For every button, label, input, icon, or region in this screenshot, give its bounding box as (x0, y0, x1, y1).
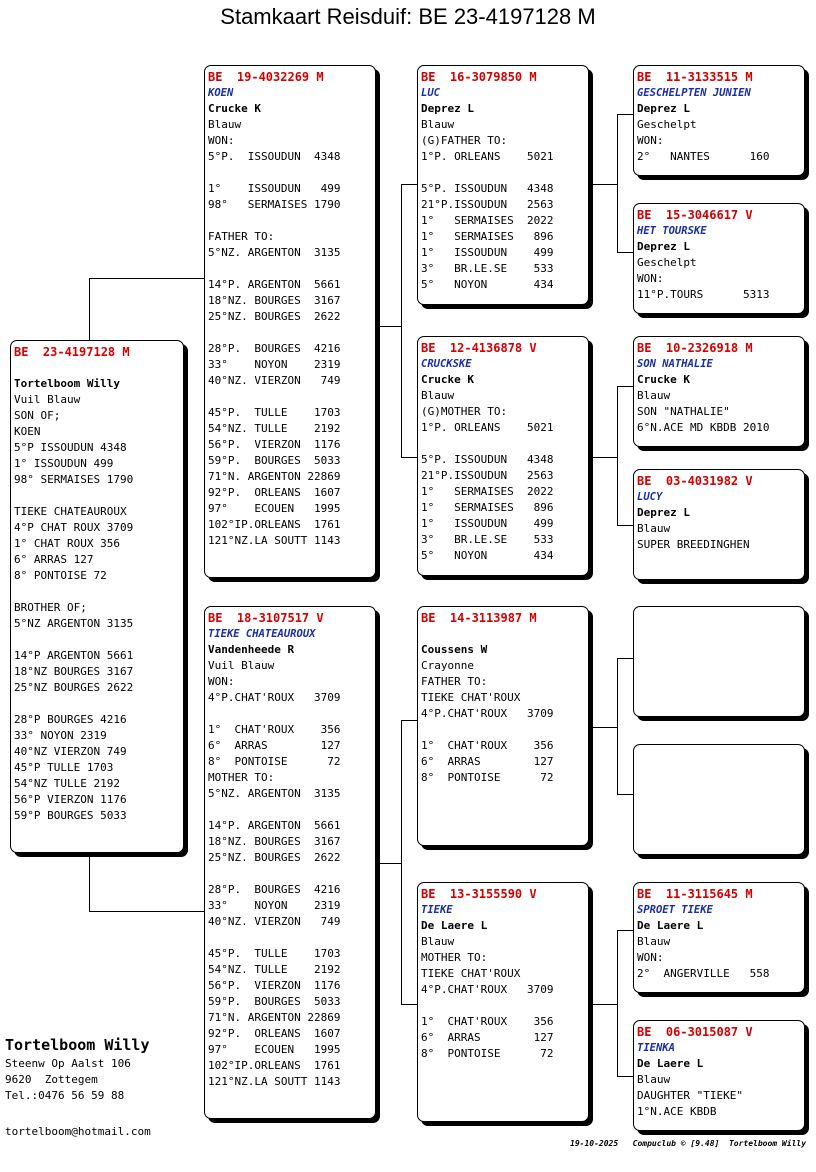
info-line: 21°P.ISSOUDUN 2563 (421, 198, 554, 211)
info-line: 2° ANGERVILLE 558 (637, 967, 770, 980)
info-line: 97° ECOUEN 1995 (208, 1043, 341, 1056)
info-line: WON: (637, 951, 664, 964)
ring-number: BE 03-4031982 V (637, 474, 753, 488)
footer-software: Compuclub © [9.48] Tortelboom Willy (632, 1139, 807, 1148)
info-line: 40°NZ VIERZON 749 (14, 745, 127, 758)
connector-line (591, 457, 617, 458)
info-line: 5°P ISSOUDUN 4348 (14, 441, 127, 454)
info-line: SON OF; (14, 409, 61, 422)
info-line (208, 802, 372, 818)
info-line: 1° CHAT ROUX 356 (14, 537, 120, 550)
info-line (421, 998, 585, 1014)
info-line (208, 866, 372, 882)
info-line: FATHER TO: (208, 230, 275, 243)
info-line: 4°P CHAT ROUX 3709 (14, 521, 134, 534)
info-line: 45°P TULLE 1703 (14, 761, 114, 774)
pigeon-name: SON NATHALIE (637, 358, 713, 370)
info-line (208, 165, 372, 181)
info-line: (G)FATHER TO: (421, 134, 508, 147)
info-line: 3° BR.LE.SE 533 (421, 262, 554, 275)
info-line: 6° ARRAS 127 (208, 739, 341, 752)
info-line: TIEKE CHATEAUROUX (14, 505, 127, 518)
info-line: 1° SERMAISES 896 (421, 501, 554, 514)
owner-name: Crucke K (421, 373, 474, 386)
footer (570, 1139, 806, 1148)
info-line: 102°IP.ORLEANS 1761 (208, 1059, 341, 1072)
info-line: 5°NZ. ARGENTON 3135 (208, 787, 341, 800)
pigeon-name: TIEKE CHATEAUROUX (208, 628, 316, 640)
pigeon-card-ff-mother[interactable] (633, 203, 805, 314)
info-line: 59°P BOURGES 5033 (14, 809, 127, 822)
pigeon-card-fm-mother[interactable] (633, 469, 805, 580)
owner-name: Deprez L (637, 506, 690, 519)
info-line: 1°P. ORLEANS 5021 (421, 421, 554, 434)
ring-number (637, 748, 801, 764)
info-line: 4°P.CHAT'ROUX 3709 (208, 691, 341, 704)
connector-line (591, 727, 617, 728)
info-line: DAUGHTER "TIEKE" (637, 1089, 743, 1102)
info-line: SON "NATHALIE" (637, 405, 730, 418)
info-line: 92°P. ORLEANS 1607 (208, 486, 341, 499)
ring-number (637, 610, 801, 626)
info-line: 1° CHAT'ROUX 356 (421, 1015, 554, 1028)
info-line: 8° PONTOISE 72 (14, 569, 107, 582)
pigeon-name: GESCHELPTEN JUNIEN (637, 87, 751, 99)
info-line: 1° CHAT'ROUX 356 (421, 739, 554, 752)
connector-line (617, 658, 633, 659)
info-line: 1°N.ACE KBDB (637, 1105, 717, 1118)
ring-number: BE 11-3115645 M (637, 887, 753, 901)
info-line: WON: (637, 134, 664, 147)
pigeon-name: KOEN (208, 87, 234, 99)
info-line: Geschelpt (637, 118, 697, 131)
ring-number: BE 14-3113987 M (421, 611, 537, 625)
connector-line (401, 720, 417, 721)
info-line: 40°NZ. VIERZON 749 (208, 374, 341, 387)
info-line: 8° PONTOISE 72 (421, 771, 554, 784)
info-line: (G)MOTHER TO: (421, 405, 508, 418)
info-line: 33° NOYON 2319 (208, 899, 341, 912)
info-line: 2° NANTES 160 (637, 150, 770, 163)
ring-number: BE 23-4197128 M (14, 345, 130, 359)
info-line: 5°P. ISSOUDUN 4348 (208, 150, 341, 163)
connector-line (617, 658, 618, 795)
info-line: 121°NZ.LA SOUTT 1143 (208, 534, 341, 547)
info-line: MOTHER TO: (208, 771, 275, 784)
connector-line (401, 720, 402, 1005)
info-line: Blauw (208, 118, 242, 131)
connector-line (591, 184, 617, 185)
info-line: TIEKE CHAT'ROUX (421, 691, 521, 704)
ring-number: BE 16-3079850 M (421, 70, 537, 84)
info-line: 18°NZ. BOURGES 3167 (208, 835, 341, 848)
footer-date: 19-10-2025 (570, 1139, 619, 1148)
info-line: 102°IP.ORLEANS 1761 (208, 518, 341, 531)
info-line: 5°P. ISSOUDUN 4348 (421, 182, 554, 195)
connector-line (401, 184, 417, 185)
info-line: 8° PONTOISE 72 (421, 1047, 554, 1060)
info-line: 56°P VIERZON 1176 (14, 793, 127, 806)
owner-name: De Laere L (637, 919, 704, 932)
info-line (208, 325, 372, 341)
pigeon-name: SPROET TIEKE (637, 904, 713, 916)
info-line (208, 930, 372, 946)
info-line: 6°N.ACE MD KBDB 2010 (637, 421, 770, 434)
info-line: 1° SERMAISES 896 (421, 230, 554, 243)
pigeon-name (637, 764, 801, 780)
pigeon-card-mother[interactable] (204, 606, 376, 1119)
info-line: 33° NOYON 2319 (208, 358, 341, 371)
info-line (208, 706, 372, 722)
info-line: Vuil Blauw (14, 393, 81, 406)
breeder-address-line1: Steenw Op Aalst 106 (5, 1057, 131, 1070)
info-line: 71°N. ARGENTON 22869 (208, 1011, 341, 1024)
connector-line (89, 278, 204, 279)
info-line: 1°P. ORLEANS 5021 (421, 150, 554, 163)
info-line: 5°P. ISSOUDUN 4348 (421, 453, 554, 466)
connector-line (89, 911, 204, 912)
pigeon-card-ff-father[interactable] (633, 65, 805, 176)
info-line: 18°NZ BOURGES 3167 (14, 665, 134, 678)
ring-number: BE 11-3133515 M (637, 70, 753, 84)
info-line: 1° ISSOUDUN 499 (421, 517, 554, 530)
info-line: Blauw (637, 389, 671, 402)
info-line: 21°P.ISSOUDUN 2563 (421, 469, 554, 482)
connector-line (617, 1076, 633, 1077)
connector-line (379, 863, 401, 864)
connector-line (617, 386, 618, 526)
info-line (14, 488, 180, 504)
pigeon-card-fm-father[interactable] (633, 336, 805, 447)
connector-line (617, 525, 633, 526)
info-line: 28°P. BOURGES 4216 (208, 342, 341, 355)
breeder-phone: Tel.:0476 56 59 88 (5, 1089, 125, 1102)
info-line: Blauw (637, 522, 671, 535)
info-line (208, 213, 372, 229)
info-line: 5° NOYON 434 (421, 278, 554, 291)
info-line: FATHER TO: (421, 675, 488, 688)
info-line: 1° ISSOUDUN 499 (208, 182, 341, 195)
ring-number: BE 12-4136878 V (421, 341, 537, 355)
pigeon-card-father-father[interactable] (417, 65, 589, 305)
pigeon-card-father-mother[interactable] (417, 336, 589, 576)
connector-line (617, 114, 618, 253)
ring-number: BE 10-2326918 M (637, 341, 753, 355)
info-line: 56°P. VIERZON 1176 (208, 438, 341, 451)
info-line: 5° NOYON 434 (421, 549, 554, 562)
info-line: WON: (208, 134, 235, 147)
connector-line (89, 853, 90, 912)
info-line: 121°NZ.LA SOUTT 1143 (208, 1075, 341, 1088)
info-line: 45°P. TULLE 1703 (208, 406, 341, 419)
breeder-name: Tortelboom Willy (5, 1036, 150, 1054)
info-line (208, 261, 372, 277)
connector-line (89, 278, 90, 340)
info-line: 25°NZ. BOURGES 2622 (208, 851, 341, 864)
owner-name: Coussens W (421, 643, 488, 656)
owner-name: De Laere L (637, 1057, 704, 1070)
pigeon-name: LUC (421, 87, 440, 99)
owner-name: De Laere L (421, 919, 488, 932)
info-line: 54°NZ. TULLE 2192 (208, 422, 341, 435)
info-line (421, 722, 585, 738)
ring-number: BE 06-3015087 V (637, 1025, 753, 1039)
connector-line (617, 930, 633, 931)
owner-name: Vandenheede R (208, 643, 295, 656)
connector-line (617, 930, 618, 1077)
pigeon-card-mother-father[interactable] (417, 606, 589, 846)
pigeon-name: HET TOURSKE (637, 225, 707, 237)
info-line: WON: (637, 272, 664, 285)
pigeon-name: TIEKE (421, 904, 453, 916)
info-line: 14°P. ARGENTON 5661 (208, 819, 341, 832)
info-line: BROTHER OF; (14, 601, 87, 614)
info-line (421, 165, 585, 181)
info-line: 1° SERMAISES 2022 (421, 214, 554, 227)
info-line: 11°P.TOURS 5313 (637, 288, 770, 301)
page-title: Stamkaart Reisduif: BE 23-4197128 M (220, 4, 596, 29)
info-line: 6° ARRAS 127 (421, 1031, 554, 1044)
pigeon-card-mf-mother[interactable] (633, 744, 805, 855)
info-line: 28°P. BOURGES 4216 (208, 883, 341, 896)
info-line: 28°P BOURGES 4216 (14, 713, 127, 726)
connector-line (401, 457, 417, 458)
info-line: 45°P. TULLE 1703 (208, 947, 341, 960)
ring-number: BE 13-3155590 V (421, 887, 537, 901)
info-line: 18°NZ. BOURGES 3167 (208, 294, 341, 307)
info-line: 40°NZ. VIERZON 749 (208, 915, 341, 928)
pigeon-card-mother-mother[interactable] (417, 882, 589, 1122)
info-line (14, 632, 180, 648)
info-line: Blauw (421, 118, 455, 131)
owner-name: Tortelboom Willy (14, 377, 120, 390)
pigeon-card-father[interactable] (204, 65, 376, 578)
info-line (421, 436, 585, 452)
info-line: 4°P.CHAT'ROUX 3709 (421, 983, 554, 996)
info-line (208, 389, 372, 405)
info-line: 54°NZ. TULLE 2192 (208, 963, 341, 976)
info-line: MOTHER TO: (421, 951, 488, 964)
owner-name: Crucke K (637, 373, 690, 386)
info-line: Vuil Blauw (208, 659, 275, 672)
pigeon-name (421, 626, 585, 642)
info-line: Blauw (421, 935, 455, 948)
info-line: 1° CHAT'ROUX 356 (208, 723, 341, 736)
info-line: 3° BR.LE.SE 533 (421, 533, 554, 546)
info-line: 6° ARRAS 127 (14, 553, 94, 566)
pigeon-name: TIENKA (637, 1042, 675, 1054)
connector-line (591, 1004, 617, 1005)
info-line (14, 696, 180, 712)
info-line: 1° SERMAISES 2022 (421, 485, 554, 498)
connector-line (379, 326, 401, 327)
ring-number: BE 19-4032269 M (208, 70, 324, 84)
info-line: 54°NZ TULLE 2192 (14, 777, 120, 790)
connector-line (617, 114, 633, 115)
info-line: WON: (208, 675, 235, 688)
ring-number: BE 15-3046617 V (637, 208, 753, 222)
breeder-info (5, 1034, 150, 1104)
pigeon-card-mm-mother[interactable] (633, 1020, 805, 1131)
ring-number: BE 18-3107517 V (208, 611, 324, 625)
info-line: 33° NOYON 2319 (14, 729, 107, 742)
info-line: Blauw (421, 389, 455, 402)
owner-name: Deprez L (637, 102, 690, 115)
connector-line (617, 252, 633, 253)
owner-name: Crucke K (208, 102, 261, 115)
info-line: 8° PONTOISE 72 (208, 755, 341, 768)
info-line: 14°P. ARGENTON 5661 (208, 278, 341, 291)
connector-line (617, 794, 633, 795)
info-line: 5°NZ ARGENTON 3135 (14, 617, 134, 630)
info-line: 25°NZ. BOURGES 2622 (208, 310, 341, 323)
info-line: 92°P. ORLEANS 1607 (208, 1027, 341, 1040)
info-line: 98° SERMAISES 1790 (14, 473, 134, 486)
info-line: 59°P. BOURGES 5033 (208, 995, 341, 1008)
info-line: 25°NZ BOURGES 2622 (14, 681, 134, 694)
info-line: Blauw (637, 935, 671, 948)
breeder-email[interactable]: tortelboom@hotmail.com (5, 1125, 151, 1138)
info-line: 59°P. BOURGES 5033 (208, 454, 341, 467)
pigeon-name (14, 360, 180, 376)
pigeon-name: CRUCKSKE (421, 358, 472, 370)
pigeon-card-mm-father[interactable] (633, 882, 805, 993)
info-line (14, 584, 180, 600)
connector-line (401, 1004, 417, 1005)
info-line: 56°P. VIERZON 1176 (208, 979, 341, 992)
info-line: 14°P ARGENTON 5661 (14, 649, 134, 662)
info-line: SUPER BREEDINGHEN (637, 538, 750, 551)
info-line: Geschelpt (637, 256, 697, 269)
pigeon-name (637, 626, 801, 642)
info-line: 4°P.CHAT'ROUX 3709 (421, 707, 554, 720)
info-line: TIEKE CHAT'ROUX (421, 967, 521, 980)
pigeon-card-mf-father[interactable] (633, 606, 805, 717)
info-line: 1° ISSOUDUN 499 (14, 457, 114, 470)
connector-line (401, 184, 402, 458)
info-line: 97° ECOUEN 1995 (208, 502, 341, 515)
owner-name: Deprez L (421, 102, 474, 115)
pigeon-card-subject[interactable] (10, 340, 184, 853)
info-line: 5°NZ. ARGENTON 3135 (208, 246, 341, 259)
pigeon-name: LUCY (637, 491, 663, 503)
info-line: Blauw (637, 1073, 671, 1086)
info-line: KOEN (14, 425, 41, 438)
info-line: 1° ISSOUDUN 499 (421, 246, 554, 259)
connector-line (617, 386, 633, 387)
info-line: 71°N. ARGENTON 22869 (208, 470, 341, 483)
info-line: Crayonne (421, 659, 474, 672)
breeder-address-line2: 9620 Zottegem (5, 1073, 98, 1086)
info-line: 6° ARRAS 127 (421, 755, 554, 768)
info-line: 98° SERMAISES 1790 (208, 198, 341, 211)
owner-name: Deprez L (637, 240, 690, 253)
